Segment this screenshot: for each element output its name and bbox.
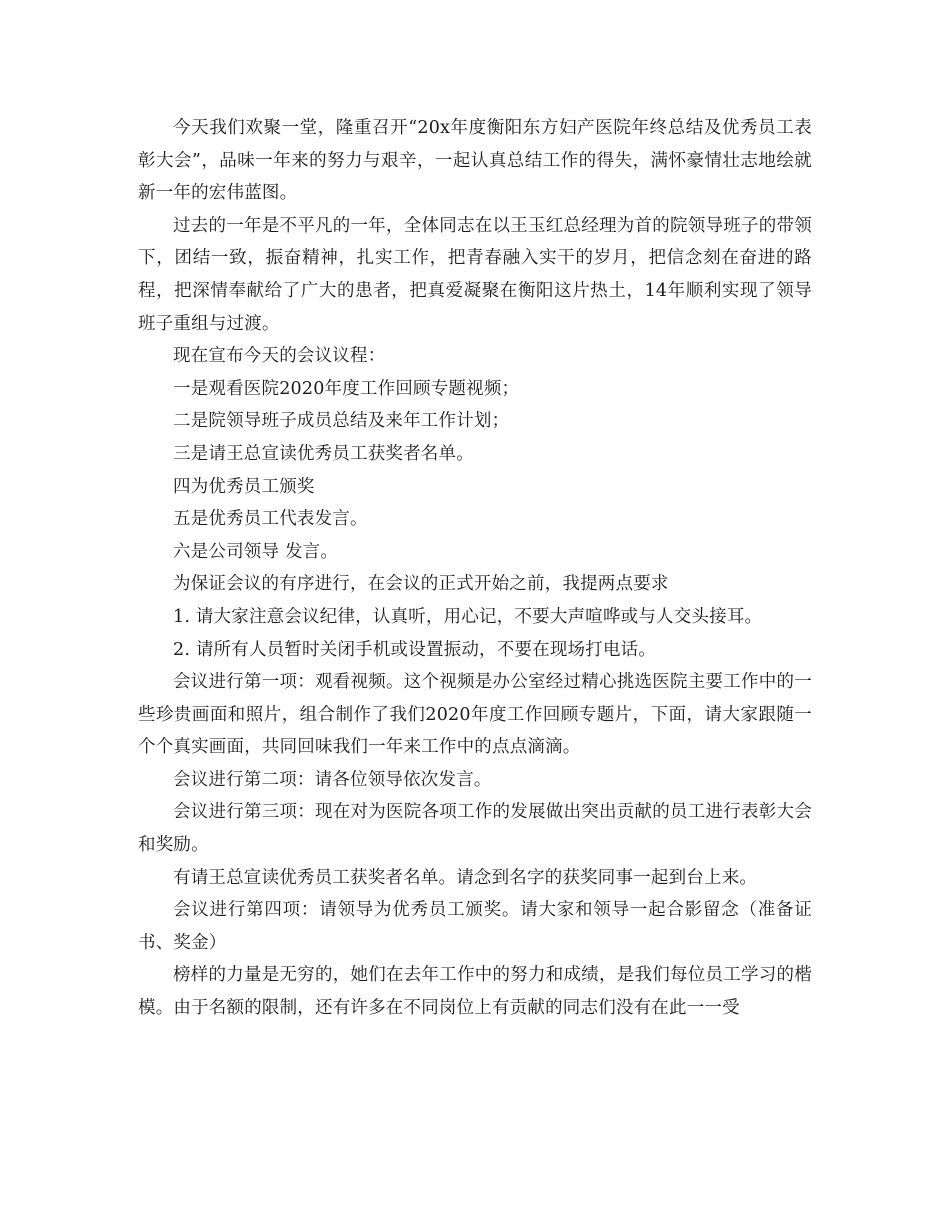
paragraph-item-one: 会议进行第一项：观看视频。这个视频是办公室经过精心挑选医院主要工作中的一些珍贵画面和照片，组合制作了我们2020年度工作回顾专题片，下面，请大家跟随一个个真实画面，共同回味我们一年来工作中的点点滴滴。 xyxy=(138,672,812,758)
agenda-item-2: 二是院领导班子成员总结及来年工作计划； xyxy=(173,411,510,432)
paragraph-item-two: 会议进行第二项：请各位领导依次发言。 xyxy=(173,769,492,790)
requirement-1: 1. 请大家注意会议纪律，认真听，用心记，不要大声喧哗或与人交头接耳。 xyxy=(173,606,763,627)
requirement-2: 2. 请所有人员暂时关闭手机或设置振动，不要在现场打电话。 xyxy=(173,639,657,660)
paragraph-award-list: 有请王总宣读优秀员工获奖者名单。请念到名字的获奖同事一起到台上来。 xyxy=(173,867,758,888)
paragraph-item-four: 会议进行第四项：请领导为优秀员工颁奖。请大家和领导一起合影留念（准备证书、奖金） xyxy=(138,900,812,953)
agenda-item-5: 五是优秀员工代表发言。 xyxy=(173,509,368,530)
agenda-item-4: 四为优秀员工颁奖 xyxy=(173,476,315,497)
paragraph-requirements-intro: 为保证会议的有序进行，在会议的正式开始之前，我提两点要求 xyxy=(173,574,669,595)
paragraph-agenda-intro: 现在宣布今天的会议议程： xyxy=(173,346,386,367)
paragraph-past-year: 过去的一年是不平凡的一年，全体同志在以王玉红总经理为首的院领导班子的带领下，团结一致，振奋精神，扎实工作，把青春融入实干的岁月，把信念刻在奋进的路程，把深情奉献给了广大的患者，把真爱凝聚在衡阳这片热土，14年顺利实现了领导班子重组与过渡。 xyxy=(138,215,812,334)
agenda-item-3: 三是请王总宣读优秀员工获奖者名单。 xyxy=(173,443,474,464)
paragraph-opening: 今天我们欢聚一堂，隆重召开“20x年度衡阳东方妇产医院年终总结及优秀员工表彰大会”，品味一年来的努力与艰辛，一起认真总结工作的得失，满怀豪情壮志地绘就新一年的宏伟蓝图。 xyxy=(138,118,812,204)
paragraph-item-three: 会议进行第三项：现在对为医院各项工作的发展做出突出贡献的员工进行表彰大会和奖励。 xyxy=(138,802,812,856)
agenda-item-6: 六是公司领导 发言。 xyxy=(173,541,339,562)
document-body xyxy=(138,112,812,1025)
agenda-item-1: 一是观看医院2020年度工作回顾专题视频； xyxy=(173,378,520,399)
paragraph-role-model: 榜样的力量是无穷的，她们在去年工作中的努力和成绩，是我们每位员工学习的楷模。由于名额的限制，还有许多在不同岗位上有贡献的同志们没有在此一一受 xyxy=(138,965,812,1019)
